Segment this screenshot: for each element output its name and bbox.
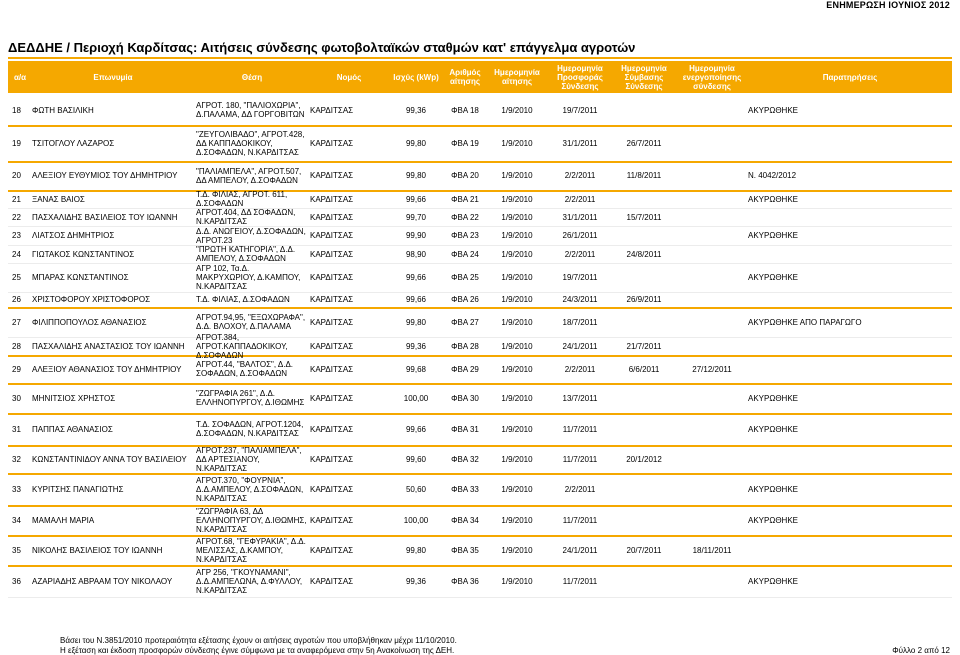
cell-prefecture: ΚΑΡΔΙΤΣΑΣ	[310, 194, 354, 204]
cell-notes: ΑΚΥΡΩΘΗΚΕ	[748, 484, 798, 494]
cell-aa: 25	[12, 273, 21, 282]
cell-contract-date: 26/7/2011	[626, 138, 662, 148]
cell-app-no: ΦΒΑ 28	[451, 341, 479, 351]
col-prefecture: Νομός	[336, 72, 362, 82]
cell-app-date: 1/9/2010	[501, 454, 533, 464]
cell-activation-date	[676, 245, 748, 263]
cell-aa: 31	[12, 424, 21, 434]
cell-offer-date: 2/2/2011	[564, 194, 596, 204]
cell-power: 99,80	[405, 171, 427, 180]
col-activation-date: Ημερομηνία ενεργοποίησης σύνδεσης	[682, 63, 742, 91]
cell-app-no: ΦΒΑ 22	[451, 212, 479, 222]
cell-app-date: 1/9/2010	[501, 212, 533, 222]
cell-name: ΜΠΑΡΑΣ ΚΩΝΣΤΑΝΤΙΝΟΣ	[32, 273, 129, 282]
cell-prefecture: ΚΑΡΔΙΤΣΑΣ	[310, 295, 354, 304]
cell-aa: 23	[12, 231, 21, 240]
cell-app-no: ΦΒΑ 20	[451, 171, 479, 180]
cell-name: ΤΣΙΤΟΓΛΟΥ ΛΑΖΑΡΟΣ	[32, 138, 115, 148]
cell-app-date: 1/9/2010	[501, 424, 533, 434]
cell-power: 99,80	[405, 138, 427, 148]
cell-power: 100,00	[403, 393, 429, 403]
cell-notes	[748, 445, 952, 473]
cell-app-no: ΦΒΑ 32	[451, 454, 479, 464]
cell-prefecture: ΚΑΡΔΙΤΣΑΣ	[310, 105, 354, 115]
cell-name: ΝΙΚΟΛΗΣ ΒΑΣΙΛΕΙΟΣ ΤΟΥ ΙΩΑΝΝΗ	[32, 545, 163, 555]
cell-name: ΑΛΕΞΙΟΥ ΕΥΘΥΜΙΟΣ ΤΟΥ ΔΗΜΗΤΡΙΟΥ	[32, 171, 178, 180]
table-row	[8, 245, 952, 264]
cell-offer-date: 11/7/2011	[562, 576, 598, 586]
cell-prefecture: ΚΑΡΔΙΤΣΑΣ	[310, 515, 354, 525]
cell-aa: 22	[12, 212, 21, 222]
cell-contract-date: 26/9/2011	[626, 295, 662, 304]
cell-prefecture: ΚΑΡΔΙΤΣΑΣ	[310, 545, 354, 555]
cell-contract-date: 24/8/2011	[626, 249, 662, 259]
cell-prefecture: ΚΑΡΔΙΤΣΑΣ	[310, 231, 354, 240]
cell-prefecture: ΚΑΡΔΙΤΣΑΣ	[310, 171, 354, 180]
cell-position: Τ.Δ. ΣΟΦΑΔΩΝ, ΑΓΡΟΤ.1204, Δ.ΣΟΦΑΔΩΝ, Ν.ΚΑΡΔΙΤΣΑΣ	[196, 420, 304, 438]
footer-note-announcement: Η εξέταση και έκδοση προσφορών σύνδεσης έγινε σύμφωνα με τα αναφερόμενα στην 5η Ανακοίνωση της ΔΕΗ.	[60, 646, 455, 655]
cell-power: 99,90	[405, 231, 427, 240]
cell-aa: 29	[12, 364, 21, 374]
cell-app-date: 1/9/2010	[501, 341, 533, 351]
cell-activation-date: 18/11/2011	[692, 545, 732, 555]
cell-contract-date	[612, 95, 676, 125]
cell-name: ΠΑΣΧΑΛΙΔΗΣ ΑΝΑΣΤΑΣΙΟΣ ΤΟΥ ΙΩΑΝΝΗ	[32, 341, 185, 351]
cell-name: ΛΙΑΤΣΟΣ ΔΗΜΗΤΡΙΟΣ	[32, 231, 115, 240]
cell-app-date: 1/9/2010	[501, 105, 533, 115]
cell-prefecture: ΚΑΡΔΙΤΣΑΣ	[310, 317, 354, 327]
cell-activation-date	[676, 307, 748, 337]
cell-position: "ΖΩΓΡΑΦΙΑ 261", Δ.Δ. ΕΛΛΗΝΟΠΥΡΓΟΥ, Δ.ΙΘΩΜΗΣ	[196, 389, 305, 407]
cell-power: 99,80	[405, 545, 427, 555]
cell-aa: 30	[12, 393, 21, 403]
cell-aa: 36	[12, 576, 21, 586]
cell-offer-date: 2/2/2011	[564, 484, 596, 494]
cell-app-date: 1/9/2010	[501, 138, 533, 148]
cell-offer-date: 19/7/2011	[562, 105, 598, 115]
col-name: Επωνυμία	[93, 72, 133, 82]
cell-power: 99,60	[405, 454, 427, 464]
cell-app-date: 1/9/2010	[501, 317, 533, 327]
cell-name: ΠΑΠΠΑΣ ΑΘΑΝΑΣΙΟΣ	[32, 424, 113, 434]
cell-app-date: 1/9/2010	[501, 231, 533, 240]
cell-contract-date	[612, 263, 676, 292]
cell-aa: 19	[12, 138, 21, 148]
footer-note-law: Βάσει του Ν.3851/2010 προτεραιότητα εξέτασης έχουν οι αιτήσεις αγροτών που υποβλήθηκαν μέχρι 11/10/2010.	[60, 636, 457, 645]
cell-prefecture: ΚΑΡΔΙΤΣΑΣ	[310, 364, 354, 374]
cell-position: ΑΓΡΟΤ.384, ΑΓΡΟΤ.ΚΑΠΠΑΔΟΚΙΚΟΥ, Δ.ΣΟΦΑΔΩΝ	[196, 332, 288, 360]
cell-app-no: ΦΒΑ 31	[451, 424, 479, 434]
cell-activation-date: 27/12/2011	[692, 364, 732, 374]
cell-app-date: 1/9/2010	[501, 515, 533, 525]
cell-activation-date	[676, 473, 748, 505]
cell-notes	[748, 337, 952, 355]
cell-offer-date: 11/7/2011	[562, 424, 598, 434]
cell-position: ΑΓΡ 102, Τα.Δ. ΜΑΚΡΥΧΩΡΙΟΥ, Δ.ΚΑΜΠΟΥ, Ν.ΚΑΡΔΙΤΣΑΣ	[196, 264, 301, 291]
cell-prefecture: ΚΑΡΔΙΤΣΑΣ	[310, 454, 354, 464]
cell-name: ΚΩΝΣΤΑΝΤΙΝΙΔΟΥ ΑΝΝΑ ΤΟΥ ΒΑΣΙΛΕΙΟΥ	[32, 454, 187, 464]
cell-offer-date: 11/7/2011	[562, 515, 598, 525]
cell-aa: 20	[12, 171, 21, 180]
cell-notes: ΑΚΥΡΩΘΗΚΕ	[748, 576, 798, 586]
page-title: ΔΕΔΔΗΕ / Περιοχή Καρδίτσας: Αιτήσεις σύνδεσης φωτοβολταϊκών σταθμών κατ' επάγγελμα αγροτών	[8, 40, 636, 55]
cell-notes: ΑΚΥΡΩΘΗΚΕ	[748, 194, 798, 204]
cell-name: ΜΑΜΑΛΗ ΜΑΡΙΑ	[32, 515, 95, 525]
cell-offer-date: 19/7/2011	[562, 273, 598, 282]
cell-activation-date	[676, 413, 748, 445]
cell-power: 99,66	[405, 194, 427, 204]
cell-contract-date: 20/7/2011	[626, 545, 662, 555]
cell-contract-date	[612, 473, 676, 505]
cell-notes	[748, 355, 952, 383]
cell-activation-date	[676, 292, 748, 307]
col-position: Θέση	[241, 72, 263, 82]
cell-power: 99,36	[405, 105, 427, 115]
cell-offer-date: 31/1/2011	[562, 212, 598, 222]
cell-app-no: ΦΒΑ 19	[451, 138, 479, 148]
cell-aa: 32	[12, 454, 21, 464]
cell-notes: Ν. 4042/2012	[748, 171, 797, 180]
cell-prefecture: ΚΑΡΔΙΤΣΑΣ	[310, 341, 354, 351]
table-row	[8, 307, 952, 338]
cell-aa: 35	[12, 545, 21, 555]
cell-position: Τ.Δ. ΦΙΛΙΑΣ, ΑΓΡΟΤ. 611, Δ.ΣΟΦΑΔΩΝ	[196, 190, 288, 208]
cell-app-no: ΦΒΑ 29	[451, 364, 479, 374]
cell-contract-date	[612, 565, 676, 597]
cell-notes: ΑΚΥΡΩΘΗΚΕ	[748, 273, 798, 282]
col-app-no: Αριθμός αίτησης	[449, 68, 481, 86]
cell-activation-date	[676, 565, 748, 597]
cell-power: 100,00	[403, 515, 429, 525]
cell-app-no: ΦΒΑ 30	[451, 393, 479, 403]
table-row	[8, 473, 952, 507]
cell-name: ΦΩΤΗ ΒΑΣΙΛΙΚΗ	[32, 105, 94, 115]
cell-prefecture: ΚΑΡΔΙΤΣΑΣ	[310, 393, 354, 403]
cell-app-date: 1/9/2010	[501, 194, 533, 204]
cell-position: Τ.Δ. ΦΙΛΙΑΣ, Δ.ΣΟΦΑΔΩΝ	[196, 295, 290, 304]
cell-activation-date	[676, 125, 748, 161]
cell-position: ΑΓΡΟΤ.68, "ΓΕΦΥΡΑΚΙΑ", Δ.Δ. ΜΕΛΙΣΣΑΣ, Δ.ΚΑΜΠΟΥ, Ν.ΚΑΡΔΙΤΣΑΣ	[196, 536, 306, 564]
cell-app-no: ΦΒΑ 35	[451, 545, 479, 555]
table-row	[8, 332, 952, 360]
cell-name: ΚΥΡΙΤΣΗΣ ΠΑΝΑΓΙΩΤΗΣ	[32, 484, 124, 494]
cell-app-date: 1/9/2010	[501, 171, 533, 180]
cell-notes: ΑΚΥΡΩΘΗΚΕ	[748, 231, 798, 240]
cell-app-no: ΦΒΑ 23	[451, 231, 479, 240]
table-row	[8, 535, 952, 567]
cell-aa: 28	[12, 341, 21, 351]
cell-app-no: ΦΒΑ 18	[451, 105, 479, 115]
cell-name: ΞΑΝΑΣ ΒΑΙΟΣ	[32, 194, 85, 204]
cell-contract-date: 11/8/2011	[626, 171, 662, 180]
cell-aa: 33	[12, 484, 21, 494]
table-row	[8, 355, 952, 385]
table-row	[8, 413, 952, 447]
table-row	[8, 95, 952, 127]
cell-app-no: ΦΒΑ 27	[451, 317, 479, 327]
cell-activation-date	[676, 226, 748, 245]
cell-position: ΑΓΡΟΤ.370, "ΦΟΥΡΝΙΑ", Δ.Δ.ΑΜΠΕΛΟΥ, Δ.ΣΟΦΑΔΩΝ, Ν.ΚΑΡΔΙΤΣΑΣ	[196, 475, 304, 503]
cell-offer-date: 18/7/2011	[562, 317, 598, 327]
cell-activation-date	[676, 337, 748, 355]
cell-offer-date: 2/2/2011	[564, 171, 596, 180]
col-offer-date: Ημερομηνία Προσφοράς Σύνδεσης	[557, 63, 603, 91]
cell-app-no: ΦΒΑ 26	[451, 295, 479, 304]
cell-offer-date: 11/7/2011	[562, 454, 598, 464]
col-power: Ισχύς (kWp)	[393, 72, 439, 82]
table-header	[8, 61, 952, 93]
cell-position: ΑΓΡΟΤ.237, "ΠΑΛΙΑΜΠΕΛΑ", ΔΔ ΑΡΤΕΣΙΑΝΟΥ, Ν.ΚΑΡΔΙΤΣΑΣ	[196, 445, 302, 473]
top-bar	[0, 0, 960, 13]
cell-contract-date: 15/7/2011	[626, 212, 662, 222]
cell-notes	[748, 208, 952, 226]
cell-prefecture: ΚΑΡΔΙΤΣΑΣ	[310, 576, 354, 586]
table-row	[8, 383, 952, 415]
cell-name: ΠΑΣΧΑΛΙΔΗΣ ΒΑΣΙΛΕΙΟΣ ΤΟΥ ΙΩΑΝΝΗ	[32, 212, 178, 222]
col-contract-date: Ημερομηνία Σύμβασης Σύνδεσης	[621, 63, 667, 91]
cell-position: "ΖΩΓΡΑΦΙΑ 63, ΔΔ ΕΛΛΗΝΟΠΥΡΓΟΥ, Δ.ΙΘΩΜΗΣ, Ν.ΚΑΡΔΙΤΣΑΣ	[196, 506, 307, 534]
cell-contract-date	[612, 413, 676, 445]
cell-power: 99,66	[405, 295, 427, 304]
cell-offer-date: 2/2/2011	[564, 364, 596, 374]
cell-app-no: ΦΒΑ 25	[451, 273, 479, 282]
cell-app-date: 1/9/2010	[501, 576, 533, 586]
cell-offer-date: 13/7/2011	[562, 393, 598, 403]
cell-notes	[748, 292, 952, 307]
cell-contract-date: 20/1/2012	[626, 454, 662, 464]
cell-power: 99,66	[405, 424, 427, 434]
cell-notes: ΑΚΥΡΩΘΗΚΕ ΑΠΟ ΠΑΡΑΓΩΓΟ	[748, 317, 862, 327]
table-row	[8, 226, 952, 246]
table-row	[8, 445, 952, 475]
cell-offer-date: 31/1/2011	[562, 138, 598, 148]
cell-notes	[748, 535, 952, 565]
cell-position: ΑΓΡΟΤ. 180, "ΠΑΛΙΟΧΩΡΙΑ", Δ.ΠΑΛΑΜΑ, ΔΔ ΓΟΡΓΟΒΙΤΩΝ	[196, 101, 305, 119]
cell-position: ΑΓΡΟΤ.404, ΔΔ ΣΟΦΑΔΩΝ, Ν.ΚΑΡΔΙΤΣΑΣ	[196, 208, 296, 226]
col-notes: Παρατηρήσεις	[822, 72, 878, 82]
cell-contract-date	[612, 383, 676, 413]
cell-activation-date	[676, 208, 748, 226]
cell-activation-date	[676, 95, 748, 125]
cell-contract-date	[612, 505, 676, 535]
cell-app-date: 1/9/2010	[501, 295, 533, 304]
cell-app-date: 1/9/2010	[501, 249, 533, 259]
cell-prefecture: ΚΑΡΔΙΤΣΑΣ	[310, 212, 354, 222]
table-row	[8, 208, 952, 227]
cell-notes: ΑΚΥΡΩΘΗΚΕ	[748, 424, 798, 434]
cell-name: ΓΙΩΤΑΚΟΣ ΚΩΝΣΤΑΝΤΙΝΟΣ	[32, 249, 135, 259]
cell-app-date: 1/9/2010	[501, 484, 533, 494]
cell-name: ΑΛΕΞΙΟΥ ΑΘΑΝΑΣΙΟΣ ΤΟΥ ΔΗΜΗΤΡΙΟΥ	[32, 364, 182, 374]
table-row	[8, 125, 952, 163]
cell-aa: 18	[12, 105, 21, 115]
cell-notes	[748, 245, 952, 263]
cell-app-no: ΦΒΑ 33	[451, 484, 479, 494]
cell-notes	[748, 125, 952, 161]
title-underline	[8, 57, 952, 59]
cell-offer-date: 2/2/2011	[564, 249, 596, 259]
cell-notes: ΑΚΥΡΩΘΗΚΕ	[748, 393, 798, 403]
cell-activation-date	[676, 161, 748, 190]
cell-app-date: 1/9/2010	[501, 273, 533, 282]
cell-power: 99,36	[405, 576, 427, 586]
cell-aa: 24	[12, 249, 21, 259]
cell-prefecture: ΚΑΡΔΙΤΣΑΣ	[310, 273, 354, 282]
cell-offer-date: 24/3/2011	[562, 295, 598, 304]
cell-position: Δ.Δ. ΑΝΩΓΕΙΟΥ, Δ.ΣΟΦΑΔΩΝ, ΑΓΡΟΤ.23	[196, 226, 306, 245]
cell-app-no: ΦΒΑ 36	[451, 576, 479, 586]
cell-activation-date	[676, 263, 748, 292]
cell-power: 99,36	[405, 341, 427, 351]
cell-name: ΜΗΝΙΤΣΙΟΣ ΧΡΗΣΤΟΣ	[32, 393, 116, 403]
table-row	[8, 565, 952, 598]
cell-activation-date	[676, 383, 748, 413]
cell-power: 99,80	[405, 317, 427, 327]
col-aa: α/α	[13, 72, 27, 82]
cell-contract-date	[612, 307, 676, 337]
table-row	[8, 161, 952, 192]
cell-activation-date	[676, 190, 748, 208]
cell-aa: 21	[12, 194, 21, 204]
cell-app-no: ΦΒΑ 21	[451, 194, 479, 204]
cell-prefecture: ΚΑΡΔΙΤΣΑΣ	[310, 484, 354, 494]
cell-activation-date	[676, 445, 748, 473]
cell-aa: 34	[12, 515, 21, 525]
update-note: ΕΝΗΜΕΡΩΣΗ ΙΟΥΝΙΟΣ 2012	[826, 0, 950, 10]
cell-position: "ΠΑΛΙΑΜΠΕΛΑ", ΑΓΡΟΤ.507, ΔΔ ΑΜΠΕΛΟΥ, Δ.ΣΟΦΑΔΩΝ	[196, 166, 302, 185]
cell-position: "ΖΕΥΓΟΛΙΒΑΔΟ", ΑΓΡΟΤ.428, ΔΔ ΚΑΠΠΑΔΟΚΙΚΟΥ, Δ.ΣΟΦΑΔΩΝ, Ν.ΚΑΡΔΙΤΣΑΣ	[196, 129, 305, 157]
cell-power: 99,70	[405, 212, 427, 222]
cell-offer-date: 26/1/2011	[562, 231, 598, 240]
table-row	[8, 263, 952, 293]
cell-offer-date: 24/1/2011	[562, 545, 598, 555]
table-row	[8, 505, 952, 537]
cell-app-no: ΦΒΑ 34	[451, 515, 479, 525]
cell-contract-date: 6/6/2011	[628, 364, 660, 374]
cell-notes: ΑΚΥΡΩΘΗΚΕ	[748, 105, 798, 115]
cell-position: ΑΓΡΟΤ.94,95, "ΕΞΩΧΩΡΑΦΑ", Δ.Δ. ΒΛΟΧΟΥ, Δ.ΠΑΛΑΜΑ	[196, 313, 306, 331]
cell-prefecture: ΚΑΡΔΙΤΣΑΣ	[310, 138, 354, 148]
cell-position: "ΠΡΩΤΗ ΚΑΤΗΓΟΡΙΑ", Δ.Δ. ΑΜΠΕΛΟΥ, Δ.ΣΟΦΑΔΩΝ	[196, 245, 296, 263]
cell-power: 99,66	[405, 273, 427, 282]
cell-name: ΑΖΑΡΙΑΔΗΣ ΑΒΡΑΑΜ ΤΟΥ ΝΙΚΟΛΑΟΥ	[32, 576, 173, 586]
cell-prefecture: ΚΑΡΔΙΤΣΑΣ	[310, 424, 354, 434]
cell-contract-date	[612, 190, 676, 208]
cell-name: ΧΡΙΣΤΟΦΟΡΟΥ ΧΡΙΣΤΟΦΟΡΟΣ	[32, 295, 151, 304]
cell-app-no: ΦΒΑ 24	[451, 249, 479, 259]
cell-activation-date	[676, 505, 748, 535]
cell-offer-date: 24/1/2011	[562, 341, 598, 351]
cell-prefecture: ΚΑΡΔΙΤΣΑΣ	[310, 249, 354, 259]
cell-power: 98,90	[405, 249, 427, 259]
cell-aa: 27	[12, 317, 21, 327]
cell-aa: 26	[12, 295, 21, 304]
cell-notes: ΑΚΥΡΩΘΗΚΕ	[748, 515, 798, 525]
cell-position: ΑΓΡΟΤ.44, "ΒΑΛΤΟΣ", Δ.Δ. ΣΟΦΑΔΩΝ, Δ.ΣΟΦΑΔΩΝ	[196, 360, 294, 378]
cell-name: ΦΙΛΙΠΠΟΠΟΥΛΟΣ ΑΘΑΝΑΣΙΟΣ	[32, 317, 147, 327]
cell-app-date: 1/9/2010	[501, 545, 533, 555]
cell-app-date: 1/9/2010	[501, 393, 533, 403]
cell-power: 99,68	[405, 364, 427, 374]
col-app-date: Ημερομηνία αίτησης	[494, 68, 540, 86]
cell-contract-date: 21/7/2011	[626, 341, 662, 351]
table-row	[8, 190, 952, 209]
page-number: Φύλλο 2 από 12	[892, 646, 950, 655]
cell-contract-date	[612, 226, 676, 245]
cell-position: ΑΓΡ 256, "ΓΚΟΥΝΑΜΑΝΙ", Δ.Δ.ΑΜΠΕΛΩΝΑ, Δ.ΦΥΛΛΟΥ, Ν.ΚΑΡΔΙΤΣΑΣ	[196, 567, 303, 595]
cell-power: 50,60	[405, 484, 427, 494]
cell-app-date: 1/9/2010	[501, 364, 533, 374]
